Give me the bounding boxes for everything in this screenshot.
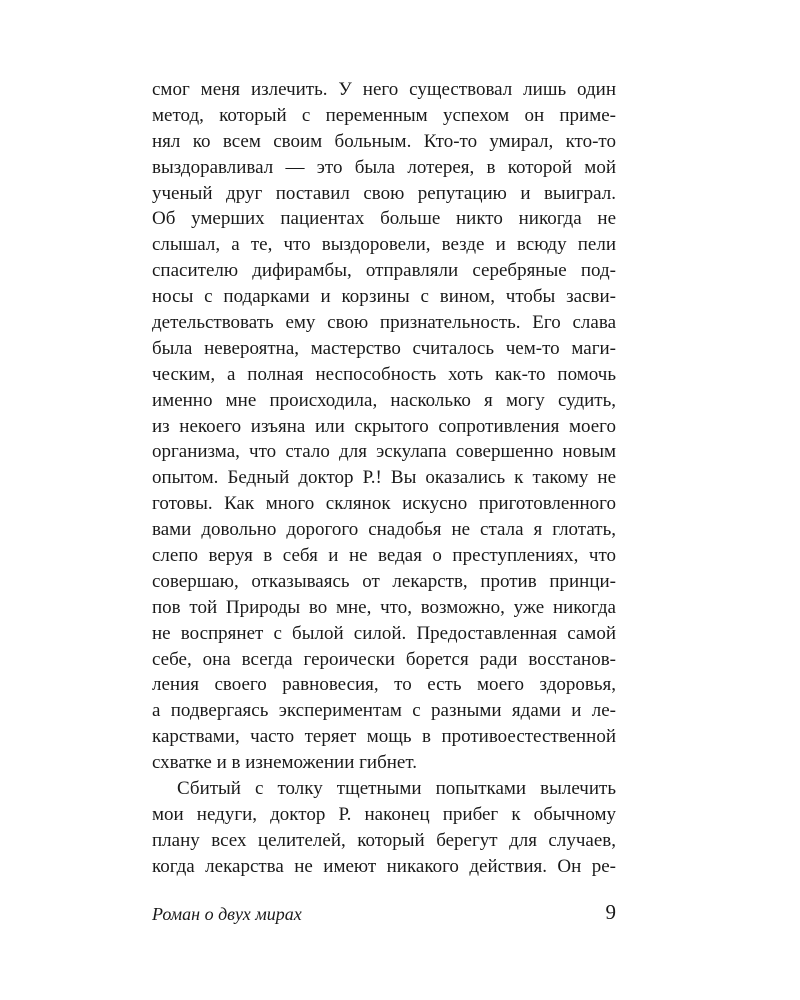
page-body bbox=[152, 77, 616, 880]
text-line: смог меня излечить. У него существовал лишь один bbox=[152, 79, 616, 100]
text-line: выздоравливал — это была лотерея, в которой мой bbox=[152, 156, 616, 178]
text-line: мои недуги, доктор Р. наконец прибег к обычному bbox=[152, 803, 616, 825]
text-line: совершаю, отказываясь от лекарств, против принци- bbox=[152, 570, 616, 592]
text-line: себе, она всегда героически борется ради восстанов- bbox=[152, 648, 616, 670]
text-line: схватке и в изнеможении гибнет. bbox=[152, 752, 417, 774]
text-line: ческим, а полная неспособность хоть как-то помочь bbox=[152, 363, 616, 385]
paragraph-2 bbox=[152, 776, 616, 880]
text-line: не воспрянет с былой силой. Предоставленная самой bbox=[152, 622, 616, 644]
text-line: пов той Природы во мне, что, возможно, уже никогда bbox=[152, 596, 616, 618]
text-line: была невероятна, мастерство считалось чем-то маги- bbox=[152, 337, 616, 359]
text-line: готовы. Как много склянок искусно приготовленного bbox=[152, 493, 616, 515]
text-line: организма, что стало для эскулапа совершенно новым bbox=[152, 441, 616, 463]
text-line: карствами, часто теряет мощь в противоестественной bbox=[152, 726, 616, 748]
text-line: носы с подарками и корзины с вином, чтобы засви- bbox=[152, 286, 616, 308]
text-line: вами довольно дорогого снадобья не стала я глотать, bbox=[152, 519, 616, 541]
text-line: из некоего изъяна или скрытого сопротивления моего bbox=[152, 415, 616, 437]
text-line: детельствовать ему свою признательность. Его слава bbox=[152, 312, 616, 334]
running-title: Роман о двух мирах bbox=[152, 904, 302, 924]
text-line: опытом. Бедный доктор Р.! Вы оказались к такому не bbox=[152, 467, 616, 489]
text-line: когда лекарства не имеют никакого действия. Он ре- bbox=[152, 855, 616, 877]
text-line: спасителю дифирамбы, отправляли серебряные под- bbox=[152, 260, 616, 282]
text-line: слышал, а те, что выздоровели, везде и всюду пели bbox=[152, 234, 616, 256]
text-line: плану всех целителей, который берегут для случаев, bbox=[152, 829, 616, 851]
text-line: Сбитый с толку тщетными попытками вылечить bbox=[177, 778, 616, 800]
text-line: Об умерших пациентах больше никто никогда не bbox=[152, 208, 616, 230]
text-line: метод, который с переменным успехом он приме- bbox=[152, 104, 616, 126]
text-line: нял ко всем своим больным. Кто-то умирал, кто-то bbox=[152, 130, 616, 152]
text-line: ученый друг поставил свою репутацию и выиграл. bbox=[152, 182, 616, 204]
text-line: ления своего равновесия, то есть моего здоровья, bbox=[152, 674, 616, 696]
page-number: 9 bbox=[605, 900, 616, 924]
text-line: слепо веруя в себя и не ведая о преступлениях, что bbox=[152, 545, 616, 567]
text-line: а подвергаясь экспериментам с разными ядами и ле- bbox=[152, 700, 616, 722]
text-line: именно мне происходила, насколько я могу судить, bbox=[152, 389, 616, 411]
paragraph-1 bbox=[152, 77, 616, 776]
